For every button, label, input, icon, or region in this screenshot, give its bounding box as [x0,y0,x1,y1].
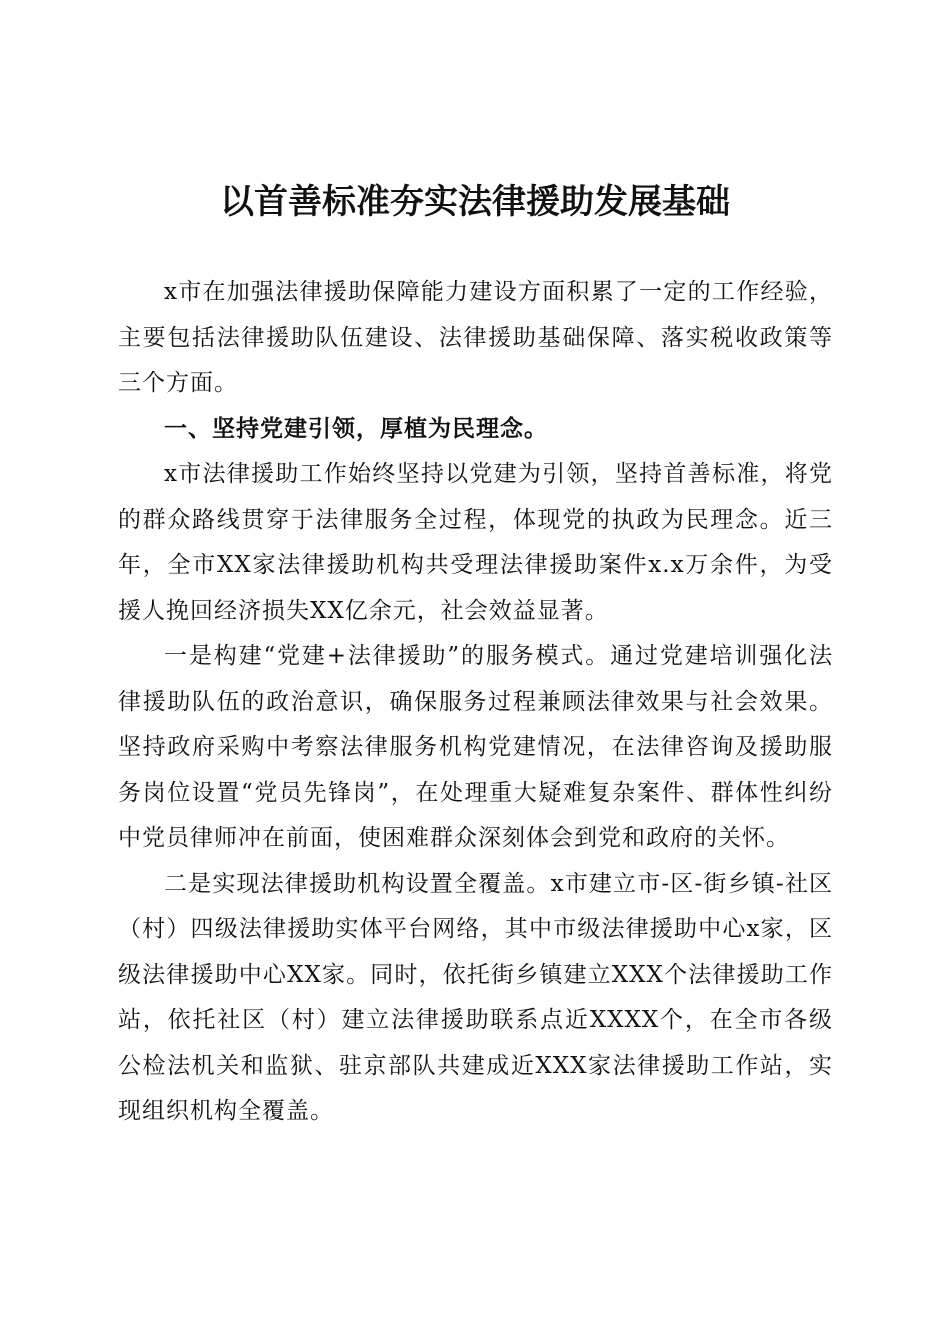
document-title: 以首善标准夯实法律援助发展基础 [220,182,730,222]
agency-coverage-paragraph: 二是实现法律援助机构设置全覆盖。x市建立市-区-街乡镇-社区（村）四级法律援助实体平台网络，其中市级法律援助中心x家，区级法律援助中心XX家。同时，依托街乡镇建立XXX个法律援助工作站，依托社区（村）建立法律援助联系点近XXXX个，在全市各级公检法机关和监狱、驻京部队共建成近XXX家法律援助工作站，实现组织机构全覆盖。 [118,870,833,1124]
party-building-model-paragraph: 一是构建“党建+法律援助”的服务模式。通过党建培训强化法律援助队伍的政治意识，确保服务过程兼顾法律效果与社会效果。坚持政府采购中考察法律服务机构党建情况，在法律咨询及援助服务岗位设置“党员先锋岗”，在处理重大疑难复杂案件、群体性纠纷中党员律师冲在前面，使困难群众深刻体会到党和政府的关怀。 [118,643,833,851]
section-heading-1: 一、坚持党建引领，厚植为民理念。 [164,415,548,442]
intro-paragraph: x市在加强法律援助保障能力建设方面积累了一定的工作经验，主要包括法律援助队伍建设、法律援助基础保障、落实税收政策等三个方面。 [118,279,833,396]
section-1-paragraph: x市法律援助工作始终坚持以党建为引领，坚持首善标准，将党的群众路线贯穿于法律服务全过程，体现党的执政为民理念。近三年，全市XX家法律援助机构共受理法律援助案件x.x万余件，为受援人挽回经济损失XX亿余元，社会效益显著。 [118,461,833,624]
document-body [118,270,833,1135]
